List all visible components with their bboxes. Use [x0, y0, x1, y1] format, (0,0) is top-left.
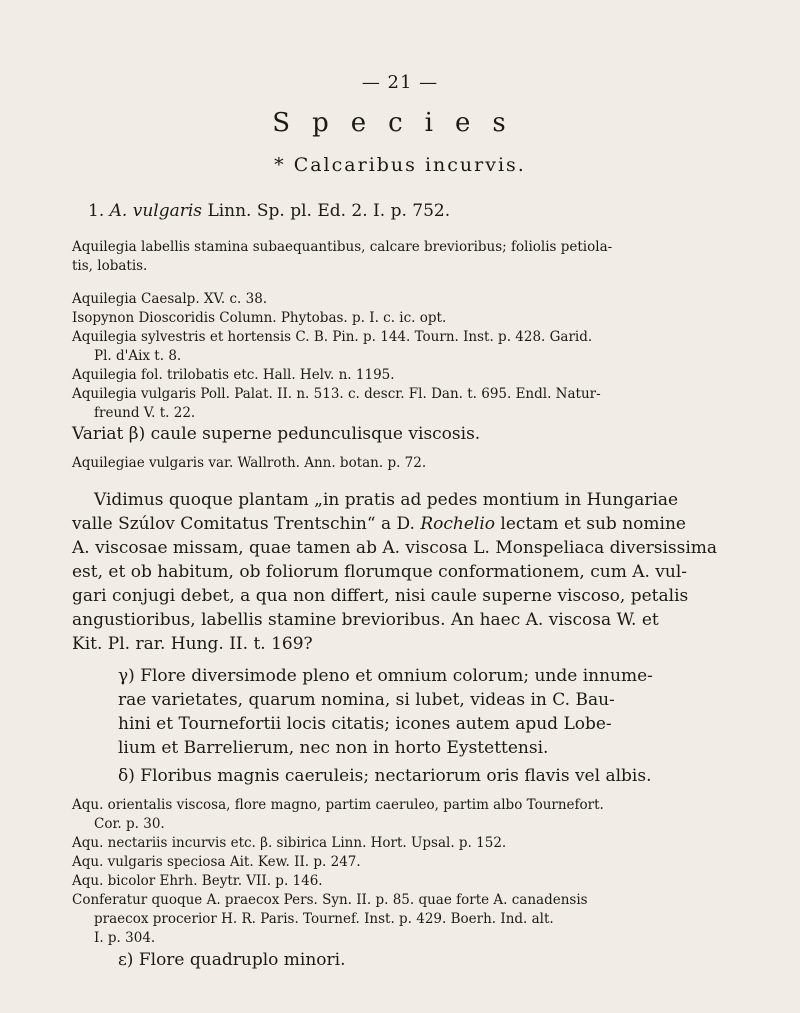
remarks-line: angustioribus, labellis stamine brevioribus. An haec A. viscosa W. et: [72, 610, 659, 630]
synonym-list: [72, 290, 752, 423]
delta-references: [72, 796, 752, 948]
synonym-line: Aquilegia vulgaris Poll. Palat. II. n. 513. c. descr. Fl. Dan. t. 695. Endl. Natur-: [72, 386, 601, 402]
delta-ref-line: Aqu. vulgaris speciosa Ait. Kew. II. p. 247.: [72, 854, 361, 870]
variety-epsilon: ε) Flore quadruplo minori.: [118, 950, 346, 970]
gamma-line: lium et Barrelierum, nec non in horto Eystettensi.: [118, 738, 549, 758]
delta-ref-line: Aqu. bicolor Ehrh. Beytr. VII. p. 146.: [72, 873, 323, 889]
delta-ref-line: I. p. 304.: [94, 930, 156, 946]
synonym-line: Aquilegia Caesalp. XV. c. 38.: [72, 291, 268, 307]
diagnosis-line: tis, lobatis.: [72, 258, 148, 274]
entry-number: 1.: [88, 201, 105, 221]
synonym-line: Aquilegia fol. trilobatis etc. Hall. Helv. n. 1195.: [72, 367, 395, 383]
synonym-line: Pl. d'Aix t. 8.: [94, 348, 182, 364]
synonym-line: freund V. t. 22.: [94, 405, 196, 421]
remarks-paragraph: [72, 488, 752, 656]
delta-ref-line: Cor. p. 30.: [94, 816, 165, 832]
variety-gamma: [118, 664, 752, 760]
remarks-line: valle Szúlov Comitatus Trentschin“ a D. Rochelio lectam et sub nomine: [72, 514, 686, 534]
remarks-line: Kit. Pl. rar. Hung. II. t. 169?: [72, 634, 313, 654]
species-citation: Linn. Sp. pl. Ed. 2. I. p. 752.: [207, 201, 451, 221]
page-number: — 21 —: [361, 72, 439, 93]
diagnosis-line: Aquilegia labellis stamina subaequantibus, calcare brevioribus; foliolis petiola-: [72, 239, 613, 255]
gamma-line: rae varietates, quarum nomina, si lubet, videas in C. Bau-: [118, 690, 615, 710]
variety-delta: δ) Floribus magnis caeruleis; nectariorum oris flavis vel albis.: [118, 766, 652, 786]
delta-ref-line: Conferatur quoque A. praecox Pers. Syn. II. p. 85. quae forte A. canadensis: [72, 892, 588, 908]
section-subheading: * Calcaribus incurvis.: [274, 154, 526, 176]
gamma-line: hini et Tournefortii locis citatis; icones autem apud Lobe-: [118, 714, 612, 734]
remarks-line: gari conjugi debet, a qua non differt, nisi caule superne viscoso, petalis: [72, 586, 689, 606]
delta-ref-line: Aqu. nectariis incurvis etc. β. sibirica Linn. Hort. Upsal. p. 152.: [72, 835, 507, 851]
collector-name: Rochelio: [420, 514, 496, 534]
section-heading: Species: [272, 108, 528, 138]
variety-beta-reference: Aquilegiae vulgaris var. Wallroth. Ann. botan. p. 72.: [72, 455, 427, 471]
diagnosis: [72, 238, 752, 276]
synonym-line: Aquilegia sylvestris et hortensis C. B. Pin. p. 144. Tourn. Inst. p. 428. Garid.: [72, 329, 593, 345]
delta-ref-line: praecox procerior H. R. Paris. Tournef. Inst. p. 429. Boerh. Ind. alt.: [94, 911, 554, 927]
remarks-line: A. viscosae missam, quae tamen ab A. viscosa L. Monspeliaca diversissima: [72, 538, 718, 558]
gamma-line: γ) Flore diversimode pleno et omnium colorum; unde innume-: [118, 666, 653, 686]
species-name: A. vulgaris: [109, 201, 203, 221]
variety-beta: Variat β) caule superne pedunculisque viscosis.: [72, 424, 481, 444]
remarks-line: Vidimus quoque plantam „in pratis ad pedes montium in Hungariae: [94, 490, 679, 510]
remarks-line: est, et ob habitum, ob foliorum florumque conformationem, cum A. vul-: [72, 562, 688, 582]
synonym-line: Isopynon Dioscoridis Column. Phytobas. p. I. c. ic. opt.: [72, 310, 447, 326]
species-entry-title: [88, 200, 768, 222]
delta-ref-line: Aqu. orientalis viscosa, flore magno, partim caeruleo, partim albo Tournefort.: [72, 797, 604, 813]
